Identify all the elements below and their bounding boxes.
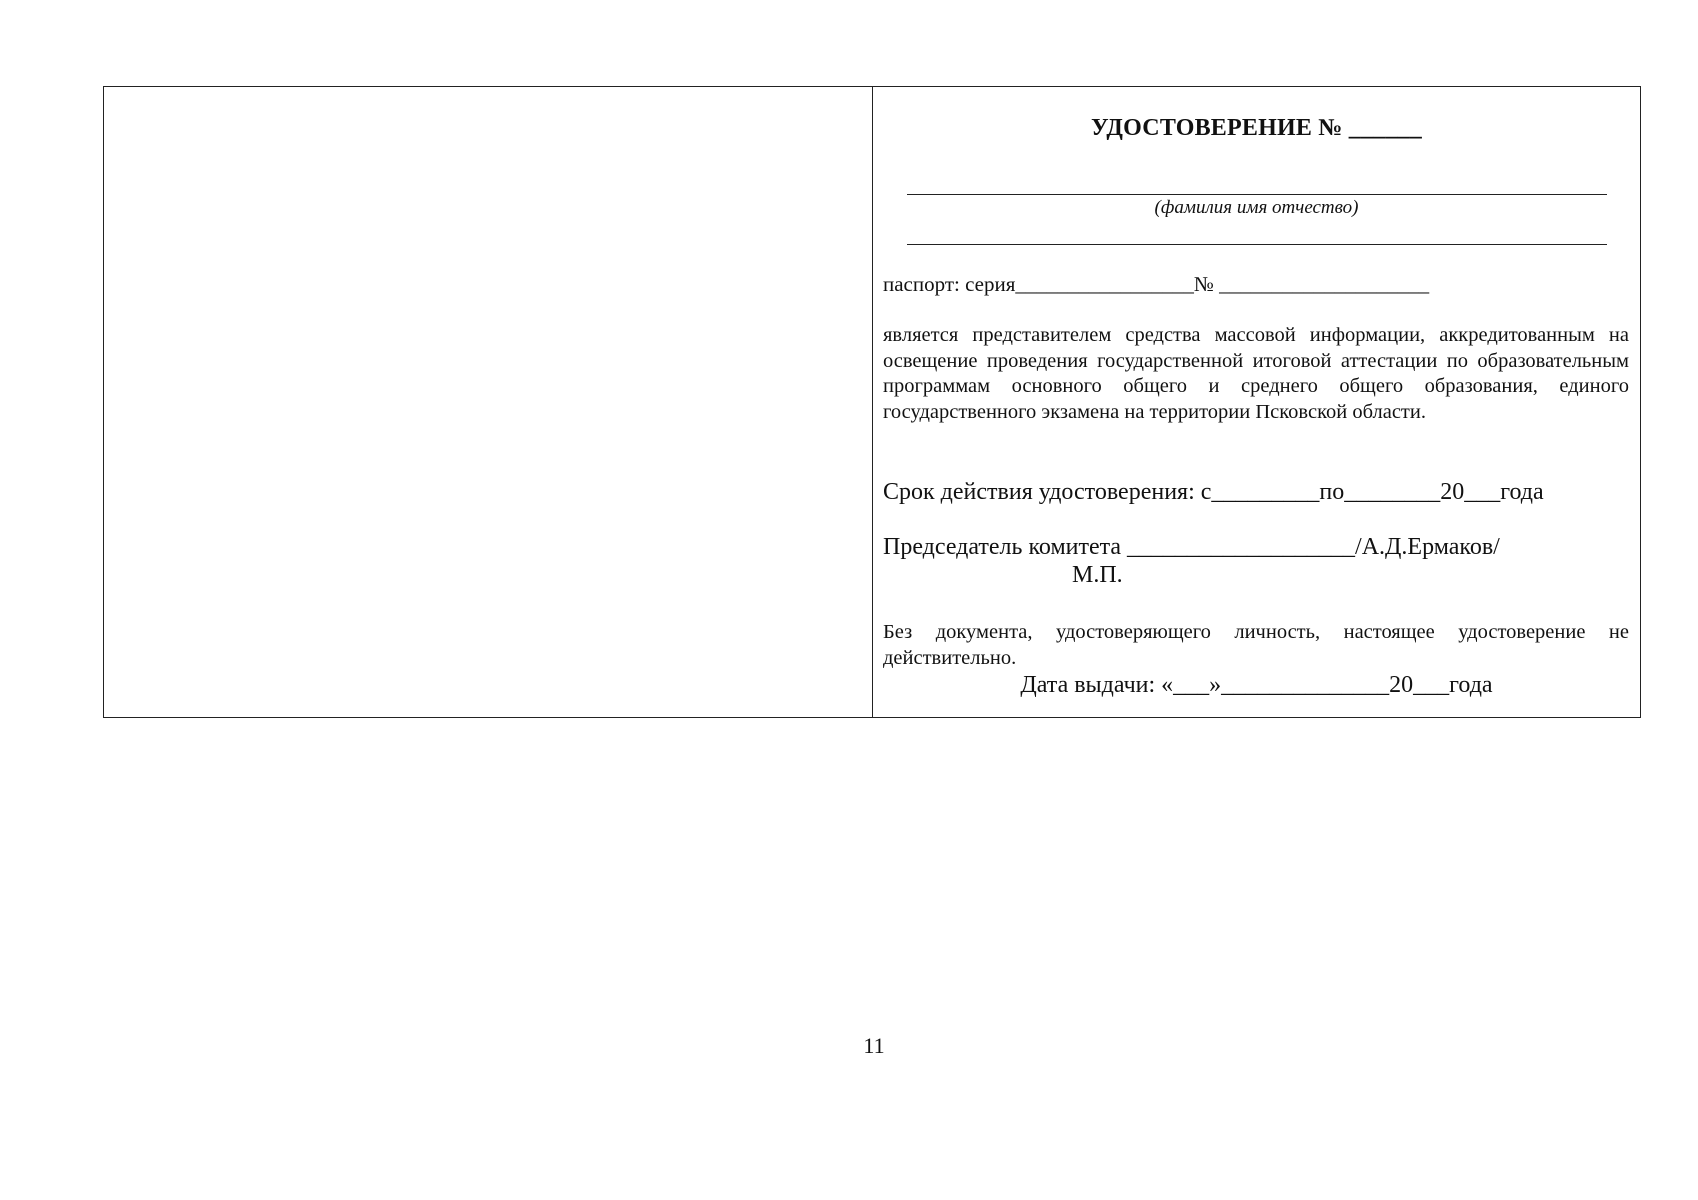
seal-label: М.П. <box>1072 562 1123 588</box>
validity-line: Срок действия удостоверения: с_________по________20___года <box>883 479 1544 505</box>
page-number: 11 <box>863 1033 885 1058</box>
certificate-right-panel <box>873 87 1640 717</box>
issue-date-line: Дата выдачи: «___»______________20___года <box>1020 672 1493 698</box>
certificate-form <box>103 86 1641 718</box>
certificate-body-text: является представителем средства массовой информации, аккредитованным на освещение проведения государственной итоговой аттестации по образовательным программам основного общего и среднего общего образования, единого государственного экзамена на территории Псковской области. <box>883 324 1629 423</box>
chairman-signature-line: Председатель комитета ___________________/А.Д.Ермаков/ <box>883 534 1500 560</box>
fio-caption: (фамилия имя отчество) <box>1154 197 1359 218</box>
certificate-title: УДОСТОВЕРЕНИЕ № ______ <box>1091 115 1422 141</box>
validity-note: Без документа, удостоверяющего личность, настоящее удостоверение не действительно. <box>883 621 1629 669</box>
certificate-left-panel <box>104 87 873 717</box>
fio-extra-line <box>907 244 1607 245</box>
fio-line <box>907 194 1607 195</box>
passport-line: паспорт: серия_________________№ ____________________ <box>883 272 1430 296</box>
